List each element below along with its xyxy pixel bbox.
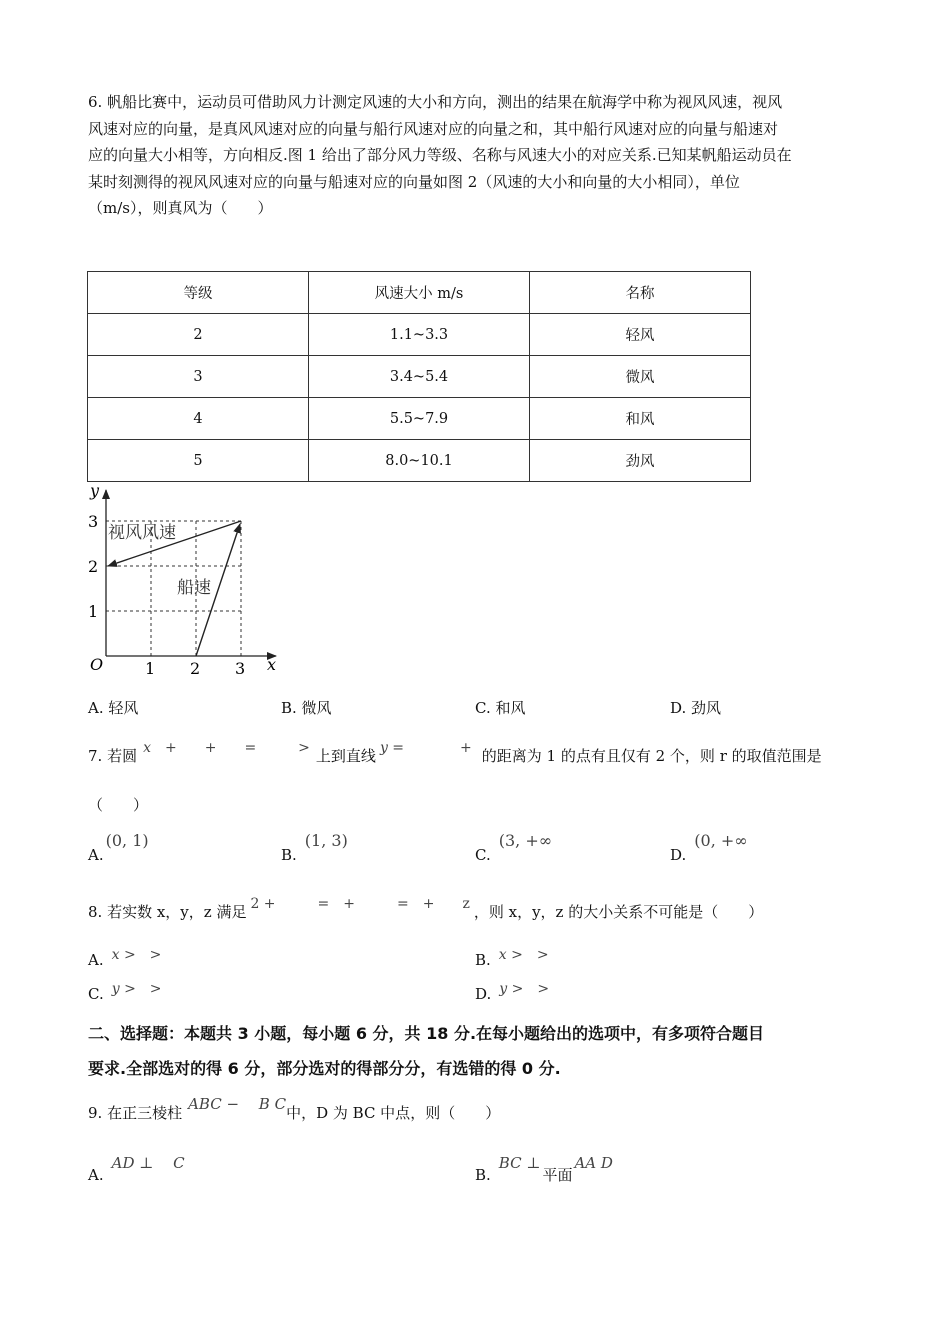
table-header-cell: 名称 bbox=[530, 272, 751, 314]
q6-option-b[interactable]: B. 微风 bbox=[281, 699, 332, 717]
q6-option-c[interactable]: C. 和风 bbox=[475, 699, 526, 717]
table-cell: 劲风 bbox=[530, 440, 751, 482]
table-cell: 8.0~10.1 bbox=[309, 440, 530, 482]
q7-option-d[interactable] bbox=[670, 831, 748, 864]
q9-option-b-text: 平面 bbox=[542, 1166, 573, 1184]
apparent-wind-label: 视风风速 bbox=[108, 523, 176, 543]
x-tick-2: 2 bbox=[190, 659, 201, 678]
q9-option-b-math-1: BC ⊥ bbox=[498, 1154, 541, 1172]
q7-option-c-letter: C. bbox=[475, 846, 491, 864]
q6-line-4: 某时刻测得的视风风速对应的向量与船速对应的向量如图 2（风速的大小和向量的大小相同），单位 bbox=[88, 172, 740, 191]
q7-suffix: 的距离为 1 的点有且仅有 2 个，则 r 的取值范围是 bbox=[481, 747, 822, 765]
question-8-text bbox=[88, 896, 764, 922]
table-cell: 2 bbox=[88, 314, 309, 356]
q8-option-c[interactable] bbox=[88, 978, 162, 1003]
question-9-text bbox=[88, 1095, 501, 1123]
q7-prefix: 7. 若圆 bbox=[88, 747, 138, 765]
table-row bbox=[88, 440, 751, 482]
table-cell: 和风 bbox=[530, 398, 751, 440]
q7-option-d-value: (0, +∞ bbox=[694, 831, 748, 850]
q7-option-b-value: (1, 3) bbox=[304, 831, 348, 850]
q8-prefix: 8. 若实数 x，y，z 满足 bbox=[88, 903, 247, 921]
q9-option-a-letter: A. bbox=[88, 1166, 104, 1184]
section-2-line-2: 要求.全部选对的得 6 分，部分选对的得部分分，有选错的得 0 分. bbox=[88, 1059, 561, 1078]
section-2-line-1: 二、选择题：本题共 3 小题，每小题 6 分，共 18 分.在每小题给出的选项中，有多项符合题目 bbox=[88, 1024, 765, 1043]
q8-option-c-letter: C. bbox=[88, 985, 104, 1003]
question-7-text bbox=[88, 740, 822, 766]
table-header-cell: 风速大小 m/s bbox=[309, 272, 530, 314]
q8-option-d-letter: D. bbox=[475, 985, 492, 1003]
q7-mid: 上到直线 bbox=[315, 747, 376, 765]
q8-suffix: ，则 x，y，z 的大小关系不可能是（ ） bbox=[473, 903, 764, 921]
q9-prism-notation: ABC − B C bbox=[188, 1095, 287, 1113]
q7-paren: （ ） bbox=[88, 796, 149, 814]
table-header-cell: 等级 bbox=[88, 272, 309, 314]
q9-option-b-letter: B. bbox=[475, 1166, 491, 1184]
x-tick-1: 1 bbox=[145, 659, 156, 678]
y-tick-2: 2 bbox=[88, 557, 99, 576]
q8-option-d[interactable] bbox=[475, 978, 550, 1003]
q7-option-a-value: (0, 1) bbox=[105, 831, 149, 850]
q8-option-a-letter: A. bbox=[88, 951, 104, 969]
q7-option-d-letter: D. bbox=[670, 846, 687, 864]
table-cell: 5 bbox=[88, 440, 309, 482]
boat-speed-label: 船速 bbox=[177, 578, 211, 598]
q7-option-a-letter: A. bbox=[88, 846, 104, 864]
table-cell: 轻风 bbox=[530, 314, 751, 356]
table-cell: 3 bbox=[88, 356, 309, 398]
table-cell: 4 bbox=[88, 398, 309, 440]
q7-option-c-value: (3, +∞ bbox=[498, 831, 553, 850]
y-tick-3: 3 bbox=[88, 512, 99, 531]
section-2-heading bbox=[88, 1016, 868, 1086]
q9-option-b-math-2: AA D bbox=[574, 1154, 613, 1172]
table-header-row bbox=[88, 272, 751, 314]
q7-circle-equation: x + + = > bbox=[143, 740, 310, 756]
q6-line-5: （m/s），则真风为（ ） bbox=[88, 199, 273, 217]
x-tick-3: 3 bbox=[235, 659, 246, 678]
table-cell: 微风 bbox=[530, 356, 751, 398]
q8-option-a[interactable] bbox=[88, 944, 162, 969]
q9-option-b[interactable] bbox=[475, 1152, 613, 1184]
q8-equation: 2 + = + = + z bbox=[250, 896, 470, 912]
question-6-text bbox=[88, 89, 868, 222]
q7-option-c[interactable] bbox=[475, 831, 553, 864]
q7-option-b-letter: B. bbox=[281, 846, 297, 864]
table-cell: 3.4~5.4 bbox=[309, 356, 530, 398]
q6-option-d[interactable]: D. 劲风 bbox=[670, 699, 722, 717]
q6-line-3: 应的向量大小相等，方向相反.图 1 给出了部分风力等级、名称与风速大小的对应关系.已知某帆船运动员在 bbox=[88, 146, 792, 164]
q9-suffix: 中，D 为 BC 中点，则（ ） bbox=[286, 1104, 501, 1122]
q9-option-a[interactable] bbox=[88, 1152, 185, 1184]
x-axis-label: x bbox=[267, 655, 277, 674]
table-row bbox=[88, 314, 751, 356]
q6-line-1: 6. 帆船比赛中，运动员可借助风力计测定风速的大小和方向，测出的结果在航海学中称为视风风速，视风 bbox=[88, 93, 783, 111]
table-cell: 1.1~3.3 bbox=[309, 314, 530, 356]
q7-option-a[interactable] bbox=[88, 831, 149, 864]
q8-option-b-letter: B. bbox=[475, 951, 491, 969]
origin-label: O bbox=[90, 655, 104, 674]
q9-prefix: 9. 在正三棱柱 bbox=[88, 1104, 183, 1122]
y-axis-label: y bbox=[90, 484, 100, 500]
q9-option-a-value: AD ⊥ C bbox=[111, 1154, 185, 1172]
table-row bbox=[88, 398, 751, 440]
y-tick-1: 1 bbox=[88, 602, 99, 621]
q8-option-b[interactable] bbox=[475, 944, 549, 969]
wind-level-table bbox=[87, 271, 751, 482]
q8-option-a-value: x > > bbox=[111, 947, 162, 963]
q6-line-2: 风速对应的向量，是真风风速对应的向量与船行风速对应的向量之和，其中船行风速对应的向量与船速对 bbox=[88, 119, 779, 138]
q7-option-b[interactable] bbox=[281, 831, 348, 864]
q8-option-d-value: y > > bbox=[499, 981, 550, 997]
q6-option-a[interactable]: A. 轻风 bbox=[88, 699, 139, 717]
table-row bbox=[88, 356, 751, 398]
q8-option-c-value: y > > bbox=[111, 981, 162, 997]
vector-diagram bbox=[80, 484, 290, 679]
q7-line-equation: y = + bbox=[379, 740, 472, 756]
table-cell: 5.5~7.9 bbox=[309, 398, 530, 440]
q8-option-b-value: x > > bbox=[498, 947, 549, 963]
